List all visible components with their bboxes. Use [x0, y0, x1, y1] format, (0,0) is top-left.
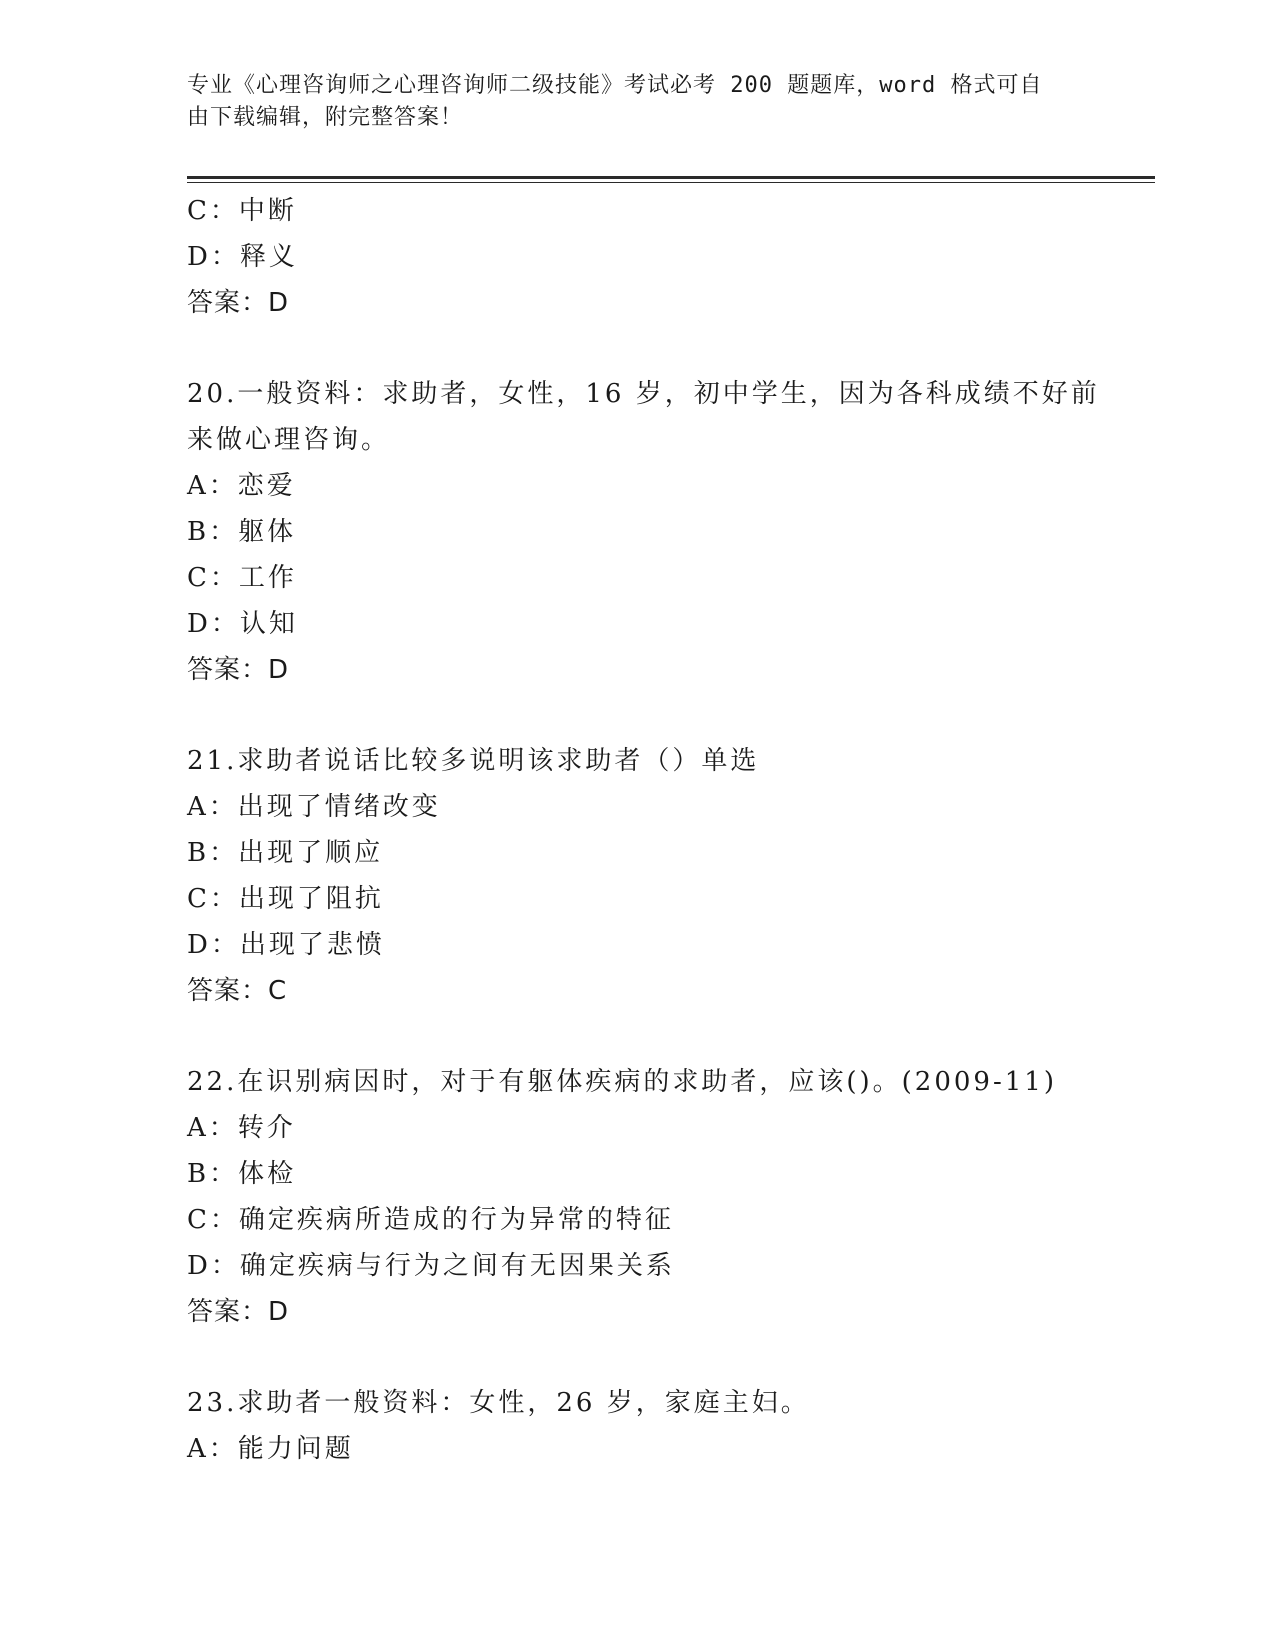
question-21-option-d: D：出现了悲愤 [187, 930, 385, 960]
question-22-option-a: A：转介 [187, 1113, 296, 1143]
question-21-option-b: B：出现了顺应 [187, 838, 384, 868]
header-title-line-2: 由下载编辑，附完整答案！ [187, 105, 464, 130]
question-23-stem: 23.求助者一般资料：女性，26 岁，家庭主妇。 [187, 1388, 810, 1418]
question-21-option-c: C：出现了阻抗 [187, 884, 384, 914]
header-divider-thin [187, 182, 1155, 183]
prev-option-d: D：释义 [187, 242, 298, 272]
prev-answer: 答案：D [187, 288, 290, 318]
question-21-stem: 21.求助者说话比较多说明该求助者（）单选 [187, 746, 760, 776]
question-22-stem: 22.在识别病因时，对于有躯体疾病的求助者，应该()。(2009-11) [187, 1067, 1057, 1097]
question-21-option-a: A：出现了情绪改变 [187, 792, 441, 822]
question-20-option-b: B：躯体 [187, 517, 297, 547]
question-20 [187, 371, 1100, 693]
question-23 [187, 1380, 1087, 1472]
question-22-option-d: D：确定疾病与行为之间有无因果关系 [187, 1251, 675, 1281]
question-22 [187, 1059, 1087, 1335]
question-22-option-b: B：体检 [187, 1159, 297, 1189]
question-list [187, 188, 1100, 1472]
spacer [187, 1014, 1087, 1059]
document-header [187, 70, 1087, 134]
header-title-line-1: 专业《心理咨询师之心理咨询师二级技能》考试必考 200 题题库，word 格式可自 [187, 73, 1043, 98]
question-20-stem-line-1: 20.一般资料：求助者，女性，16 岁，初中学生，因为各科成绩不好前 [187, 379, 1100, 409]
question-21-answer: 答案：C [187, 976, 288, 1006]
question-22-answer: 答案：D [187, 1297, 290, 1327]
spacer [187, 326, 1087, 371]
prev-option-c: C：中断 [187, 196, 297, 226]
question-22-option-c: C：确定疾病所造成的行为异常的特征 [187, 1205, 674, 1235]
question-20-stem-line-2: 来做心理咨询。 [187, 425, 391, 455]
question-20-option-d: D：认知 [187, 609, 298, 639]
question-21 [187, 738, 1087, 1014]
question-20-option-c: C：工作 [187, 563, 297, 593]
question-23-option-a: A：能力问题 [187, 1434, 354, 1464]
question-20-answer: 答案：D [187, 655, 290, 685]
spacer [187, 693, 1087, 738]
header-divider-thick [187, 176, 1155, 179]
spacer [187, 1335, 1087, 1380]
question-20-option-a: A：恋爱 [187, 471, 296, 501]
